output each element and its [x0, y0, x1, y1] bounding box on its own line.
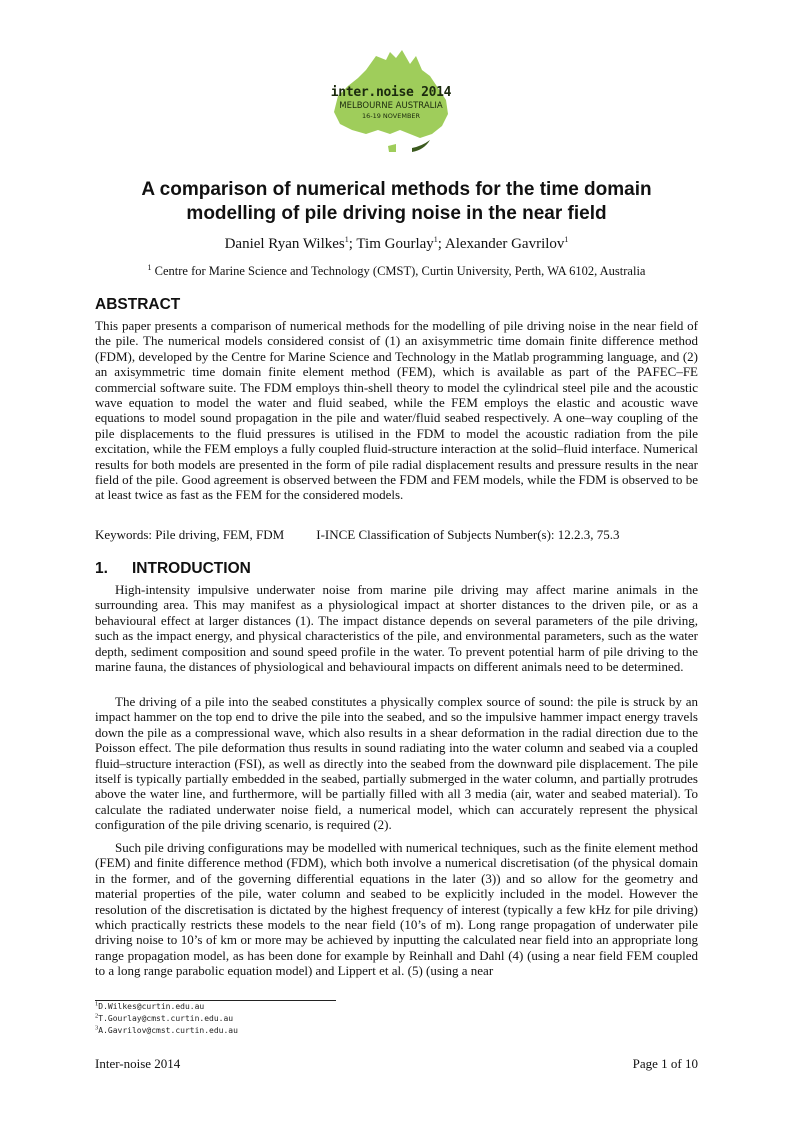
- footnote-3: [95, 1026, 238, 1035]
- logo-dates: 16-19 NOVEMBER: [361, 112, 421, 120]
- affiliation: [80, 264, 713, 279]
- affiliation-mark: 1: [564, 235, 569, 244]
- intro-paragraph-1: High-intensity impulsive underwater noise from marine pile driving may affect marine animals in the surrounding area. This may manifest as a physiological impact at shorter distances to the driven pile, or as a behavioural effect at larger distances (1). The impact distance depends on several parameters of the pile driving, such as the impact energy, and physical characteristics of the pile, and environmental parameters, such as the water depth, sediment composition and sound speed profile in the water. To prevent potential harm of pile driving to the marine fauna, the distances of physiological and behavioural impacts on different animals need to be determined.: [95, 582, 698, 675]
- intro-paragraph-2: The driving of a pile into the seabed constitutes a physically complex source of sound: the pile is struck by an impact hammer on the top end to drive the pile into the seabed, and so the impulsive hammer impact energy travels down the pile as a compressional wave, which also results in a shear deformation in the radial direction due to the Poisson effect. The pile deformation thus results in sound radiating into the water column and seabed via a coupled fluid–structure interaction (FSI), as well as directly into the seabed from the downward pile displacement. The pile itself is typically partially embedded in the seabed, partially submerged in the water column, and partially protrudes above the water line, and furthermore, will be partially filled with all 3 media (air, water and seabed material). To calculate the radiated underwater noise field, a numerical model, which can accurately represent the physical configuration of the pile driving scenario, is required (2).: [95, 694, 698, 833]
- paper-title: A comparison of numerical methods for the time domain modelling of pile driving noise in the near field: [141, 179, 652, 224]
- logo-location: MELBOURNE AUSTRALIA: [339, 101, 443, 111]
- footnote-mark: 3: [95, 1024, 99, 1032]
- abstract-heading: ABSTRACT: [95, 296, 181, 313]
- classification-text: I-INCE Classification of Subjects Number(s): 12.2.3, 75.3: [316, 527, 620, 542]
- conference-logo: [330, 48, 452, 160]
- footnote-1: [95, 1002, 204, 1011]
- footnote-mark: 2: [95, 1012, 99, 1020]
- affiliation-text: Centre for Marine Science and Technology (CMST), Curtin University, Perth, WA 6102, Australia: [154, 264, 646, 278]
- abstract-text: This paper presents a comparison of numerical methods for the modelling of pile driving noise in the near field of the pile. The numerical models considered consist of (1) an axisymmetric time domain finite difference method (FDM), developed by the Centre for Marine Science and Technology in the Matlab programming language, and (2) an axisymmetric time domain finite element method (FEM), which is available as part of the PAFEC–FE commercial software suite. The FDM employs thin-shell theory to model the cylindrical steel pile and the acoustic wave equation to model the water and fluid seabed, while the FEM employs the elastic and acoustic wave equations to model sound propagation in the pile and water/fluid seabed respectively. A one–way coupling of the pile displacements to the fluid pressures is utilised in the FDM to model the acoustic radiation from the pile excitation, while the FEM employs a fully coupled fluid-structure interaction at the solid–fluid interface. Numerical results for both models are presented in the form of pile radial displacement results and pressure results in the near field of the pile. Good agreement is observed between the FDM and FEM models, while the FDM is observed to be at least twice as fast as the FEM for the considered models.: [95, 318, 698, 503]
- footnote-2: [95, 1014, 233, 1023]
- keywords: [95, 527, 620, 543]
- footnote-email-link[interactable]: A.Gavrilov@cmst.curtin.edu.au: [98, 1026, 238, 1035]
- section-heading: [95, 560, 251, 578]
- author-name: Tim Gourlay: [356, 236, 434, 252]
- affiliation-mark: 1: [147, 262, 152, 272]
- footnote-email-link[interactable]: T.Gourlay@cmst.curtin.edu.au: [98, 1014, 234, 1023]
- section-number: 1.: [95, 560, 108, 577]
- footer-conference: Inter-noise 2014: [95, 1056, 181, 1071]
- affiliation-mark: 1: [344, 235, 349, 244]
- intro-paragraph-3: Such pile driving configurations may be modelled with numerical techniques, such as the finite element method (FEM) and finite difference method (FDM), which both involve a numerical discretisation (of the physical domain in the former, and of the governing differential equations in the later (3)) and so allow for the geometry and material properties of the pile, water column and seabed to be explicitly included in the model. However the resolution of the discretisation is dictated by the highest frequency of interest (typically a few kHz for pile driving) which practically restricts these models to the near field (10’s of m). Long range propagation of underwater pile driving noise to 10’s of km or more may be achieved by inputting the calculated near field into an appropriate long range propagation model, as has been done for example by Reinhall and Dahl (4) (using a near field FEM coupled to a long range parabolic equation model) and Lippert et al. (5) (using a near: [95, 840, 698, 979]
- author-separator: ;: [348, 236, 357, 252]
- author-name: Daniel Ryan Wilkes: [224, 236, 345, 252]
- author-name: Alexander Gavrilov: [444, 236, 565, 252]
- keywords-text: Keywords: Pile driving, FEM, FDM: [95, 527, 285, 542]
- logo-name: inter.noise 2014: [330, 85, 452, 100]
- author-separator: ;: [437, 236, 445, 252]
- page-number: Page 1 of 10: [632, 1056, 698, 1071]
- author-list: [100, 236, 693, 253]
- footnote-mark: 1: [95, 1000, 99, 1008]
- affiliation-mark: 1: [433, 235, 438, 244]
- footnote-rule: [95, 1000, 336, 1001]
- footnote-email-link[interactable]: D.Wilkes@curtin.edu.au: [98, 1002, 205, 1011]
- section-title: INTRODUCTION: [132, 560, 251, 577]
